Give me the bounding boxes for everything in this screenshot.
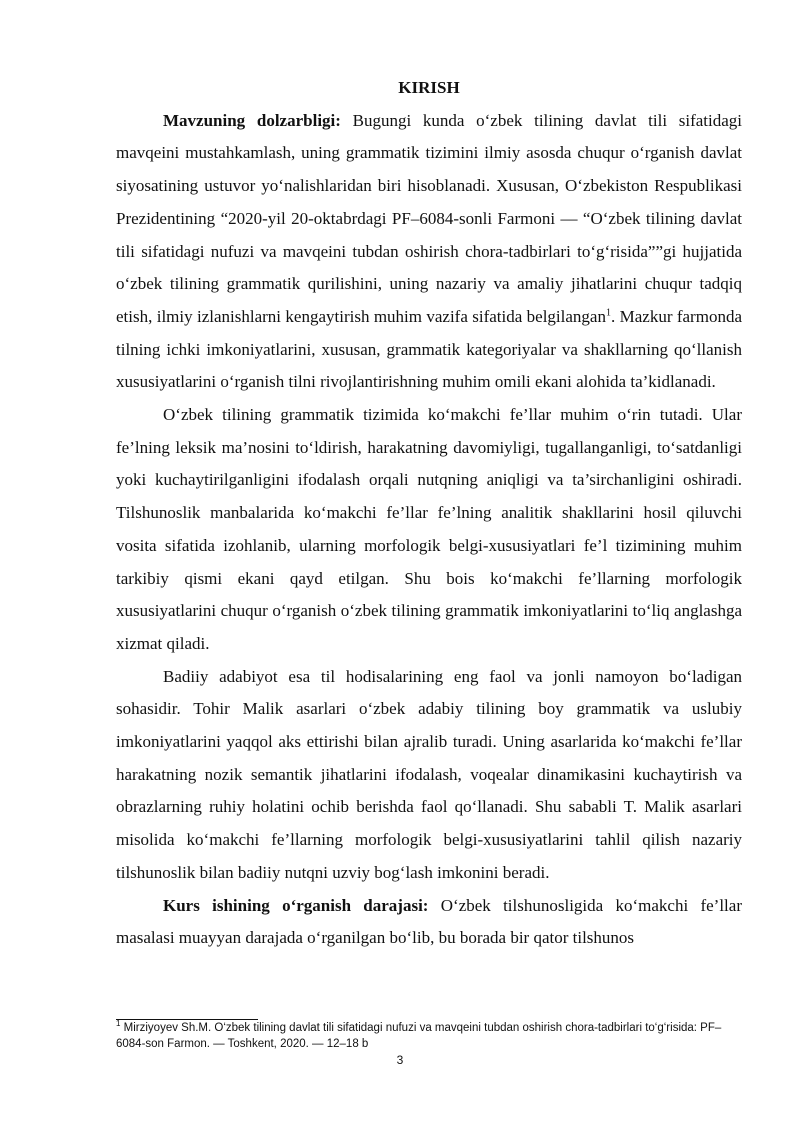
paragraph-lead: Mavzuning dolzarbligi:: [163, 110, 341, 130]
page-body: [116, 72, 742, 955]
footnote-reference[interactable]: 1: [605, 307, 611, 319]
footnote: [116, 1020, 742, 1052]
paragraph-fiction: Badiiy adabiyot esa til hodisalarining eng faol va jonli namoyon bo‘ladigan sohasidir. Tohir Malik asarlari o‘zbek adabiy tilining boy grammatik va uslubiy imkoniyatlarini yaqqol aks ettirishi bilan ajralib turadi. Uning asarlarida ko‘makchi fe’llar harakatning nozik semantik jihatlarini ifodalash, voqealar dinamikasini kuchaytirish va obrazlarning ruhiy holatini ochib berishda faol qo‘llanadi. Shu sababli T. Malik asarlari misolida ko‘makchi fe’llarning morfologik belgi-xususiyatlarini tahlil qilish nazariy tilshunoslik bilan badiiy nutqni uzviy bog‘lash imkonini beradi.: [116, 666, 742, 882]
paragraph-text: O‘zbek tilshunosligida ko‘makchi fe’llar masalasi muayyan darajada o‘rganilgan bo‘lib, bu borada bir qator tilshunos: [116, 895, 742, 948]
paragraph-text: . Mazkur farmonda tilning ichki imkoniyatlarini, xususan, grammatik kategoriyalar va shakllarning qo‘llanish xususiyatlarini o‘rganish tilni rivojlantirishning muhim omili ekani alohida ta’kidlanadi.: [116, 306, 742, 392]
footnote-text: Mirziyoyev Sh.M. O‘zbek tilining davlat tili sifatidagi nufuzi va mavqeini tubdan oshirish chora-tadbirlari to‘g‘risida: PF–6084-son Farmon. — Toshkent, 2020. — 12–18 b: [116, 1022, 722, 1050]
section-heading: KIRISH: [398, 78, 460, 97]
page-number: 3: [396, 1053, 404, 1067]
paragraph-text: Bugungi kunda o‘zbek tilining davlat tili sifatidagi mavqeini mustahkamlash, uning grammatik tizimini ilmiy asosda chuqur o‘rganish davlat siyosatining ustuvor yo‘nalishlaridan biri hisoblanadi. Xususan, O‘zbekiston Respublikasi Prezidentining “2020-yil 20-oktabrdagi PF–6084-sonli Farmoni — “O‘zbek tilining davlat tili sifatidagi nufuzi va mavqeini tubdan oshirish chora-tadbirlari to‘g‘risida””gi hujjatida o‘zbek tilining grammatik qurilishini, uning nazariy va amaliy jihatlarini chuqur tadqiq etish, ilmiy izlanishlarni kengaytirish muhim vazifa sifatida belgilangan: [116, 110, 742, 326]
paragraph-auxiliary-verbs: O‘zbek tilining grammatik tizimida ko‘makchi fe’llar muhim o‘rin tutadi. Ular fe’lning leksik ma’nosini to‘ldirish, harakatning davomiyligi, tugallanganligi, to‘satdanligi yoki kuchaytirilganligini ifodalash orqali nutqning aniqligi va ta’sirchanligini oshiradi. Tilshunoslik manbalarida ko‘makchi fe’llar fe’lning analitik shakllarini hosil qiluvchi vosita sifatida izohlanib, ularning morfologik belgi-xususiyatlari fe’l tizimining muhim tarkibiy qismi ekani qayd etilgan. Shu bois ko‘makchi fe’llarning morfologik xususiyatlarini chuqur o‘rganish o‘zbek tilining grammatik imkoniyatlarini to‘liq anglashga xizmat qiladi.: [116, 405, 742, 653]
footnote-marker: 1: [116, 1019, 121, 1029]
paragraph-study-level: [116, 890, 742, 955]
paragraph-relevance: [116, 105, 742, 399]
paragraph-lead: Kurs ishining o‘rganish darajasi:: [163, 895, 429, 915]
